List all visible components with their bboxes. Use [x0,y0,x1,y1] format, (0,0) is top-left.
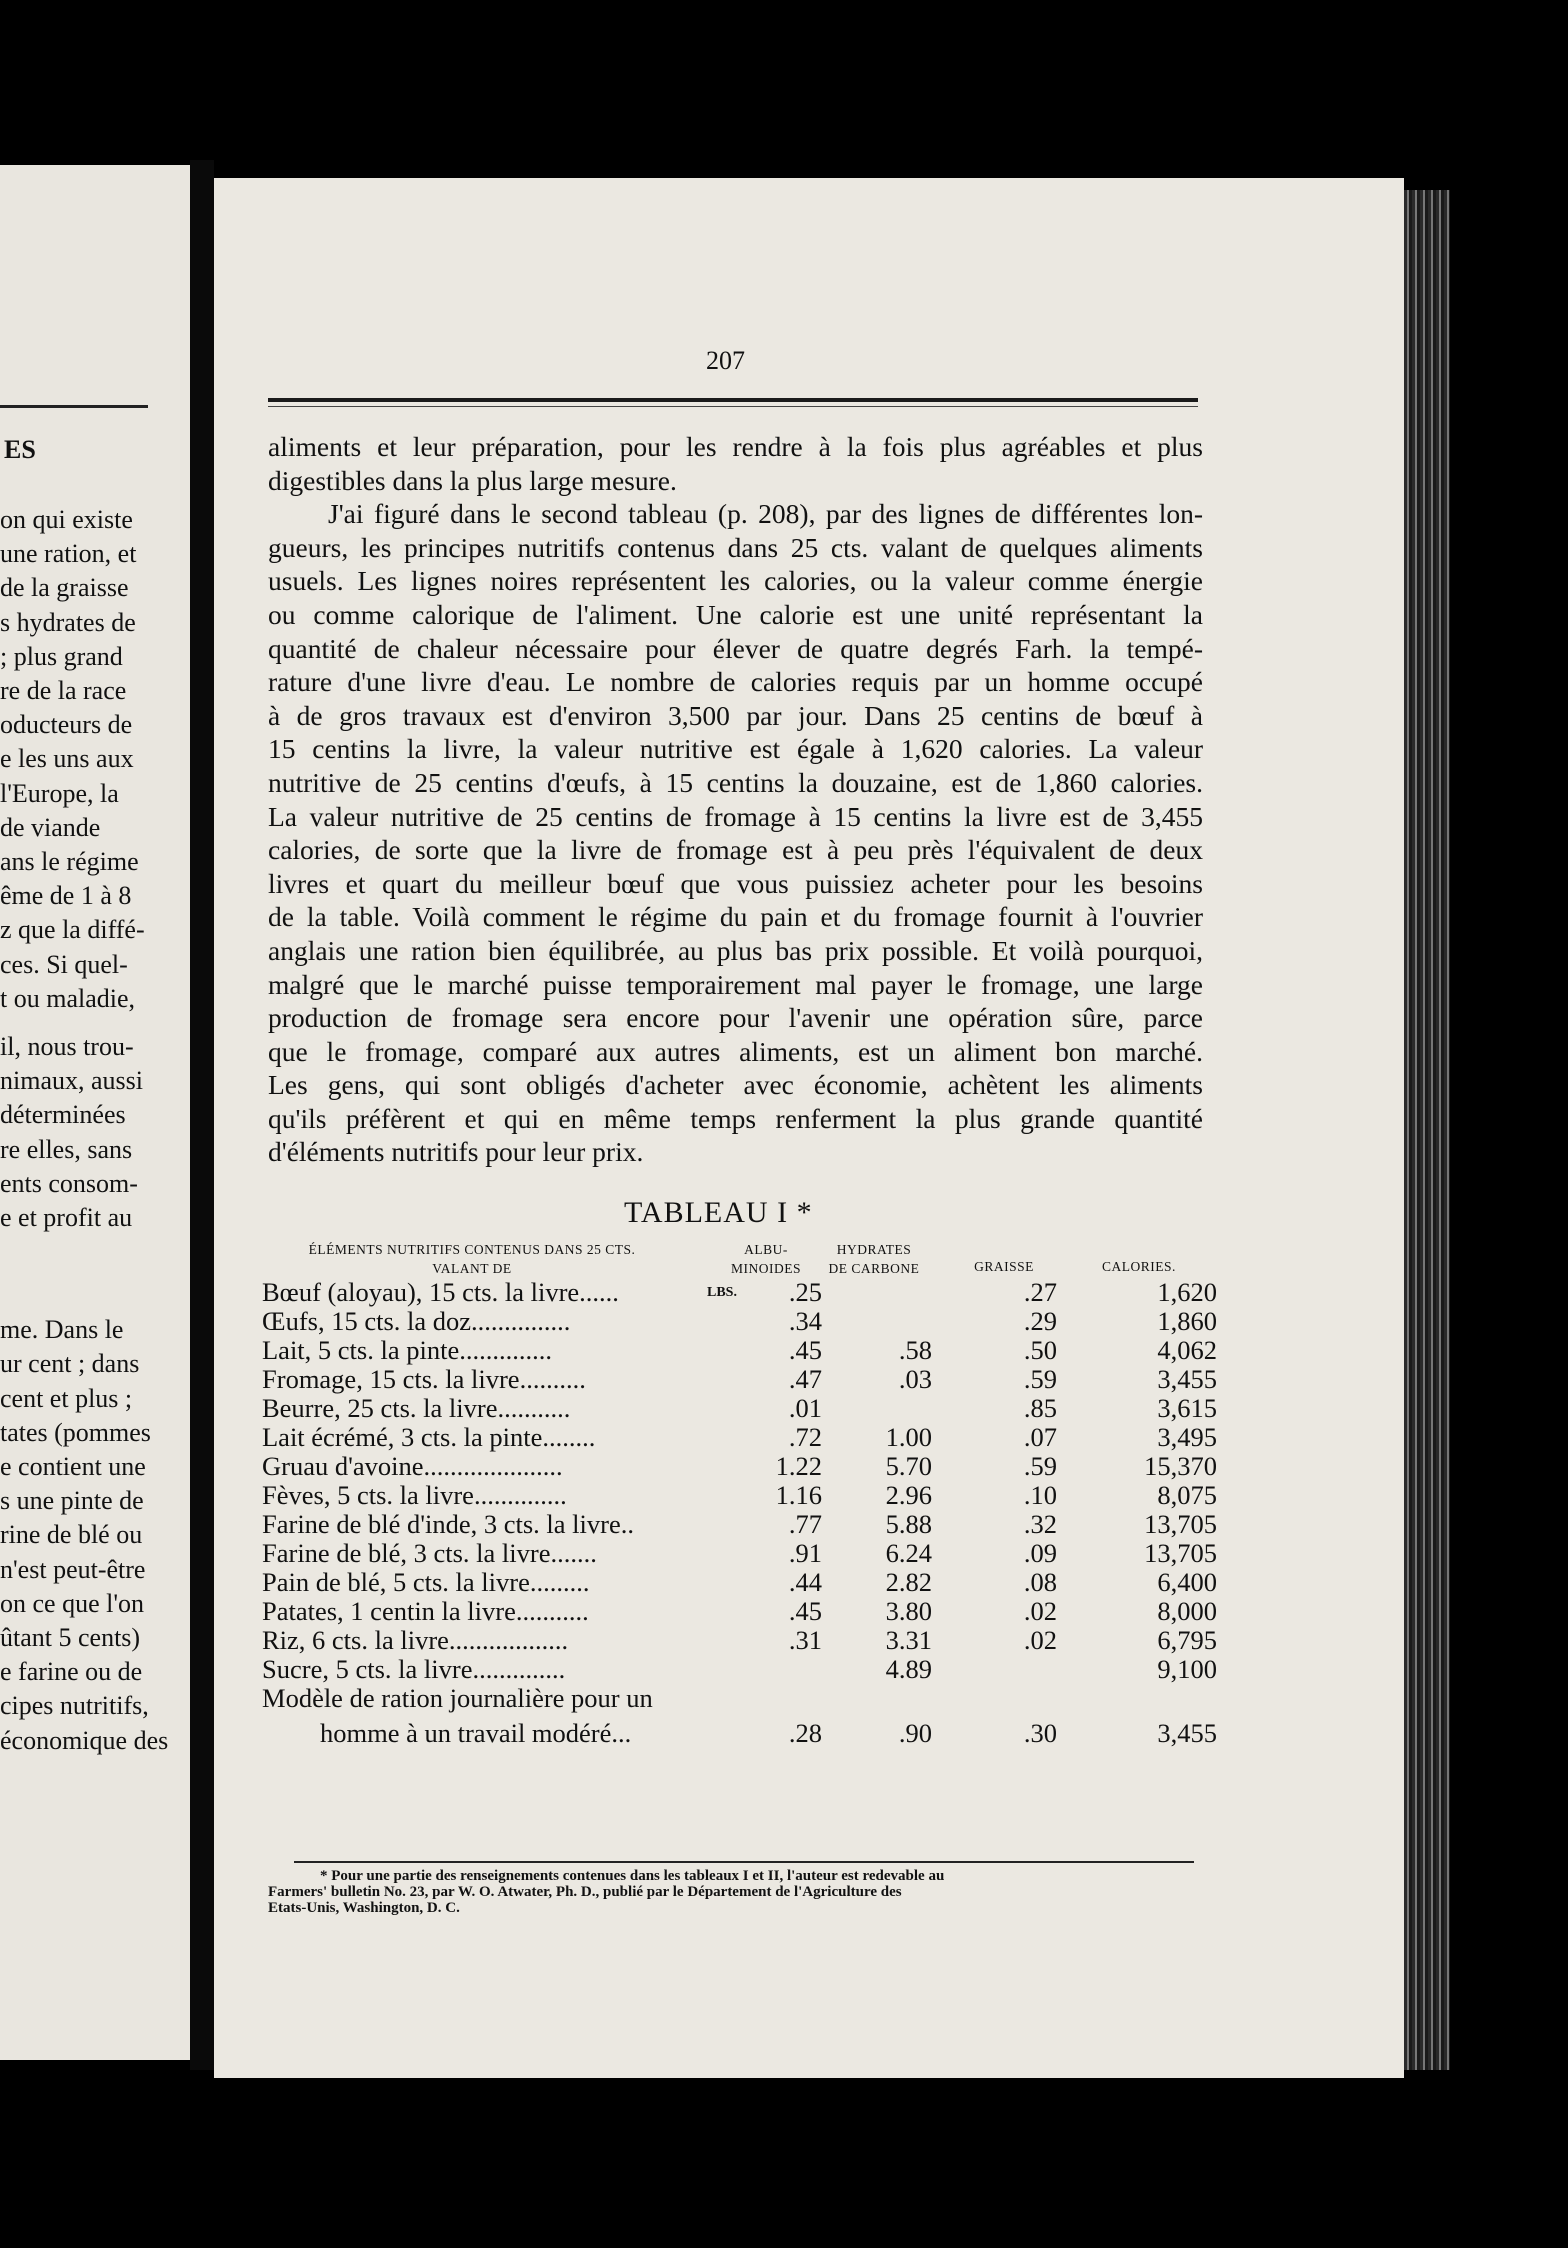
cell-calories: 8,000 [1157,1596,1217,1626]
cell-graisse: .02 [1023,1625,1057,1655]
cell-hydrates: 6.24 [885,1538,932,1568]
cell-calories: 4,062 [1157,1335,1217,1365]
cell-graisse: .27 [1023,1277,1057,1307]
page-number: 207 [706,346,745,375]
row-name: Œufs, 15 cts. la doz............... [262,1306,571,1336]
body-line: à de gros travaux est d'environ 3,500 par jour. Dans 25 centins de bœuf à [268,699,1203,731]
header-calories: CALORIES. [1102,1259,1176,1274]
row-name: Pain de blé, 5 cts. la livre......... [262,1567,590,1597]
unit-label: LBS. [707,1285,737,1300]
body-line: rature d'une livre d'eau. Le nombre de calories requis par un homme occupé [268,666,1203,698]
cell-albuminoides: .45 [788,1335,822,1365]
row-name: Bœuf (aloyau), 15 cts. la livre...... [262,1277,619,1307]
body-line: digestibles dans la plus large mesure. [268,464,677,496]
left-page-line: déterminées [0,1100,126,1130]
cell-graisse: .09 [1023,1538,1057,1568]
body-line: calories, de sorte que la livre de fromage est à peu près l'équivalent de deux [268,834,1203,866]
table-row [262,1625,1217,1655]
header-rule-thin [268,406,1198,407]
row-name: Beurre, 25 cts. la livre........... [262,1393,571,1423]
table-row [262,1684,1202,1713]
left-page-line: ans le régime [0,847,139,876]
left-page-line: e et profit au [0,1203,133,1232]
cell-hydrates: 4.89 [885,1654,932,1684]
body-line: de la table. Voilà comment le régime du pain et du fromage fournit à l'ouvrier [268,901,1203,933]
cell-graisse: .02 [1023,1596,1057,1626]
left-page-line: de viande [0,812,101,842]
row-name: Modèle de ration journalière pour un [262,1683,653,1713]
left-page-line: rine de blé ou [0,1520,143,1550]
row-name: Patates, 1 centin la livre........... [262,1596,589,1626]
left-page-line: ur cent ; dans [0,1349,140,1379]
body-line: d'éléments nutritifs pour leur prix. [268,1136,644,1168]
cell-calories: 3,615 [1157,1393,1217,1423]
table-row [262,1567,1217,1597]
cell-graisse: .10 [1023,1480,1057,1510]
header-albu-line1: ALBU- [744,1242,788,1257]
cell-hydrates: 3.31 [885,1625,932,1655]
cell-calories: 9,100 [1157,1654,1217,1684]
row-name: Lait écrémé, 3 cts. la pinte........ [262,1422,596,1452]
left-page-line: ; plus grand [0,641,123,671]
cell-albuminoides: .47 [788,1364,822,1394]
left-page-line: re elles, sans [0,1134,133,1164]
cell-calories: 8,075 [1157,1480,1217,1510]
cell-albuminoides: .77 [788,1509,822,1539]
left-page-rule [0,405,148,408]
cell-hydrates: 2.96 [885,1480,932,1510]
left-page-line: il, nous trou- [0,1032,134,1061]
body-line: J'ai figuré dans le second tableau (p. 208), par des lignes de différentes lon- [328,498,1203,530]
body-line: gueurs, les principes nutritifs contenus dans 25 cts. valant de quelques aliments [268,531,1203,563]
book-gutter [190,160,214,2070]
header-elements-line1: ÉLÉMENTS NUTRITIFS CONTENUS DANS 25 CTS. [308,1242,636,1257]
cell-albuminoides: 1.22 [775,1451,822,1481]
table-row [262,1718,1217,1748]
cell-albuminoides: .34 [788,1306,822,1336]
footnote-line1: * Pour une partie des renseignements contenues dans les tableaux I et II, l'auteur est redevable au [320,1868,945,1884]
cell-hydrates: .90 [898,1718,932,1748]
row-name: homme à un travail modéré... [320,1718,632,1748]
left-page-line: z que la diffé- [0,915,145,945]
body-line: production de fromage sera encore pour l'avenir une opération sûre, parce [268,1002,1203,1034]
cell-calories: 15,370 [1144,1451,1217,1481]
left-page-line: on ce que l'on [0,1588,145,1618]
cell-graisse: .59 [1023,1364,1057,1394]
body-line: malgré que le marché puisse temporairement mal payer le fromage, une large [268,968,1203,1000]
body-line: La valeur nutritive de 25 centins de fromage à 15 centins la livre est de 3,455 [268,800,1203,832]
cell-graisse: .85 [1023,1393,1057,1423]
cell-albuminoides: .31 [788,1625,822,1655]
cell-calories: 3,455 [1157,1718,1217,1748]
table-row [262,1509,1217,1539]
table-row [262,1480,1217,1510]
table-row [262,1422,1217,1452]
header-hydrates-line2: DE CARBONE [828,1261,920,1276]
body-line: usuels. Les lignes noires représentent les calories, ou la valeur comme énergie [268,565,1203,597]
page-edges [1404,190,1450,2070]
row-name: Riz, 6 cts. la livre.................. [262,1625,569,1655]
left-page-line: me. Dans le [0,1315,124,1345]
table-row [262,1596,1217,1626]
table-row [262,1654,1217,1684]
table-row [262,1393,1217,1423]
table-row [262,1451,1217,1481]
left-page-line: cipes nutritifs, [0,1691,149,1721]
cell-hydrates: 3.80 [885,1596,932,1626]
cell-graisse: .08 [1023,1567,1057,1597]
header-elements-line2: VALANT DE [432,1261,512,1276]
cell-graisse: .30 [1023,1718,1057,1748]
table-row [262,1335,1217,1365]
cell-albuminoides: 1.16 [775,1480,822,1510]
cell-hydrates: 5.88 [885,1509,932,1539]
body-line: nutritive de 25 centins d'œufs, à 15 centins la douzaine, est de 1,860 calories. [268,766,1203,798]
header-graisse: GRAISSE [974,1259,1034,1274]
cell-calories: 13,705 [1144,1509,1217,1539]
row-name: Farine de blé, 3 cts. la livre....... [262,1538,597,1568]
table-title: TABLEAU I * [624,1196,813,1229]
body-line: anglais une ration bien équilibrée, au plus bas prix possible. Et voilà pourquoi, [268,934,1203,966]
header-albu-line2: MINOIDES [731,1261,801,1276]
row-name: Fèves, 5 cts. la livre.............. [262,1480,567,1510]
cell-albuminoides: .91 [788,1538,822,1568]
body-line: aliments et leur préparation, pour les rendre à la fois plus agréables et plus [268,431,1203,462]
cell-calories: 6,795 [1157,1625,1217,1655]
body-line: ou comme calorique de l'aliment. Une calorie est une unité représentant la [268,598,1203,630]
cell-graisse: .29 [1023,1306,1057,1336]
body-text [268,430,1203,1169]
footnote-line2: Farmers' bulletin No. 23, par W. O. Atwater, Ph. D., publié par le Département de l'Agriculture des [268,1884,902,1900]
row-name: Sucre, 5 cts. la livre.............. [262,1654,566,1684]
left-facing-page [0,165,190,2060]
left-page-line: e les uns aux [0,744,134,774]
cell-hydrates: 1.00 [885,1422,932,1452]
left-page-line: on qui existe [0,505,133,534]
cell-albuminoides: .72 [788,1422,822,1452]
table-row [262,1277,1217,1307]
cell-calories: 1,860 [1157,1306,1217,1336]
cell-albuminoides: .45 [788,1596,822,1626]
right-page [214,178,1404,2078]
table-body [262,1277,1217,1748]
table-row [262,1538,1217,1568]
cell-graisse: .50 [1023,1335,1057,1365]
row-name: Fromage, 15 cts. la livre.......... [262,1364,586,1394]
cell-calories: 3,495 [1157,1422,1217,1452]
left-page-line: ents consom- [0,1168,138,1198]
left-page-line: s hydrates de [0,607,136,637]
left-page-line: l'Europe, la [0,778,119,808]
cell-calories: 1,620 [1157,1277,1217,1307]
left-page-line: s une pinte de [0,1486,144,1516]
body-line: quantité de chaleur nécessaire pour élever de quatre degrés Farh. la tempé- [268,632,1203,664]
body-line: 15 centins la livre, la valeur nutritive est égale à 1,620 calories. La valeur [268,733,1203,765]
row-name: Farine de blé d'inde, 3 cts. la livre.. [262,1509,634,1539]
header-elements [252,1240,692,1278]
header-albuminoides [726,1240,806,1278]
left-page-line: tates (pommes [0,1417,151,1447]
footnote [268,1868,1203,1916]
table-row [262,1306,1217,1336]
cell-graisse: .59 [1023,1451,1057,1481]
left-page-line: e contient une [0,1452,146,1481]
cell-albuminoides: .28 [788,1718,822,1748]
cell-albuminoides: .25 [788,1277,822,1307]
body-line: qu'ils préfèrent et qui en même temps renferment la plus grande quantité [268,1102,1203,1134]
cell-albuminoides: .44 [788,1567,822,1597]
left-page-line: e farine ou de [0,1657,143,1687]
cell-calories: 6,400 [1157,1567,1217,1597]
body-line: livres et quart du meilleur bœuf que vous puissiez acheter pour les besoins [268,867,1203,899]
cell-calories: 3,455 [1157,1364,1217,1394]
cell-hydrates: 5.70 [885,1451,932,1481]
footnote-line3: Etats-Unis, Washington, D. C. [268,1900,460,1916]
header-rule [268,398,1198,402]
header-hydrates-line1: HYDRATES [836,1242,912,1257]
left-page-title-fragment: ES [4,435,36,464]
left-page-line: de la graisse [0,573,129,603]
cell-calories: 13,705 [1144,1538,1217,1568]
body-line: que le fromage, comparé aux autres aliments, est un aliment bon marché. [268,1035,1203,1067]
footnote-rule [294,1861,1194,1863]
left-page-line: ces. Si quel- [0,949,128,979]
left-page-line: n'est peut-être [0,1554,146,1584]
cell-albuminoides: .01 [788,1393,822,1423]
cell-hydrates: .58 [898,1335,932,1365]
left-page-line: nimaux, aussi [0,1066,143,1096]
left-page-line: oducteurs de [0,710,133,740]
body-line: Les gens, qui sont obligés d'acheter avec économie, achètent les aliments [268,1069,1203,1101]
left-page-line: t ou maladie, [0,983,136,1013]
left-page-line: ême de 1 à 8 [0,881,132,911]
left-page-line: cent et plus ; [0,1383,133,1413]
table-row [262,1364,1217,1394]
left-page-line: re de la race [0,676,127,705]
row-name: Lait, 5 cts. la pinte.............. [262,1335,552,1365]
header-hydrates [814,1240,934,1278]
row-name: Gruau d'avoine..................... [262,1451,563,1481]
cell-hydrates: 2.82 [885,1567,932,1597]
cell-graisse: .07 [1023,1422,1057,1452]
cell-graisse: .32 [1023,1509,1057,1539]
left-page-line: économique des [0,1725,169,1755]
left-page-line: une ration, et [0,539,137,569]
left-page-line: ûtant 5 cents) [0,1623,141,1652]
cell-hydrates: .03 [898,1364,932,1394]
